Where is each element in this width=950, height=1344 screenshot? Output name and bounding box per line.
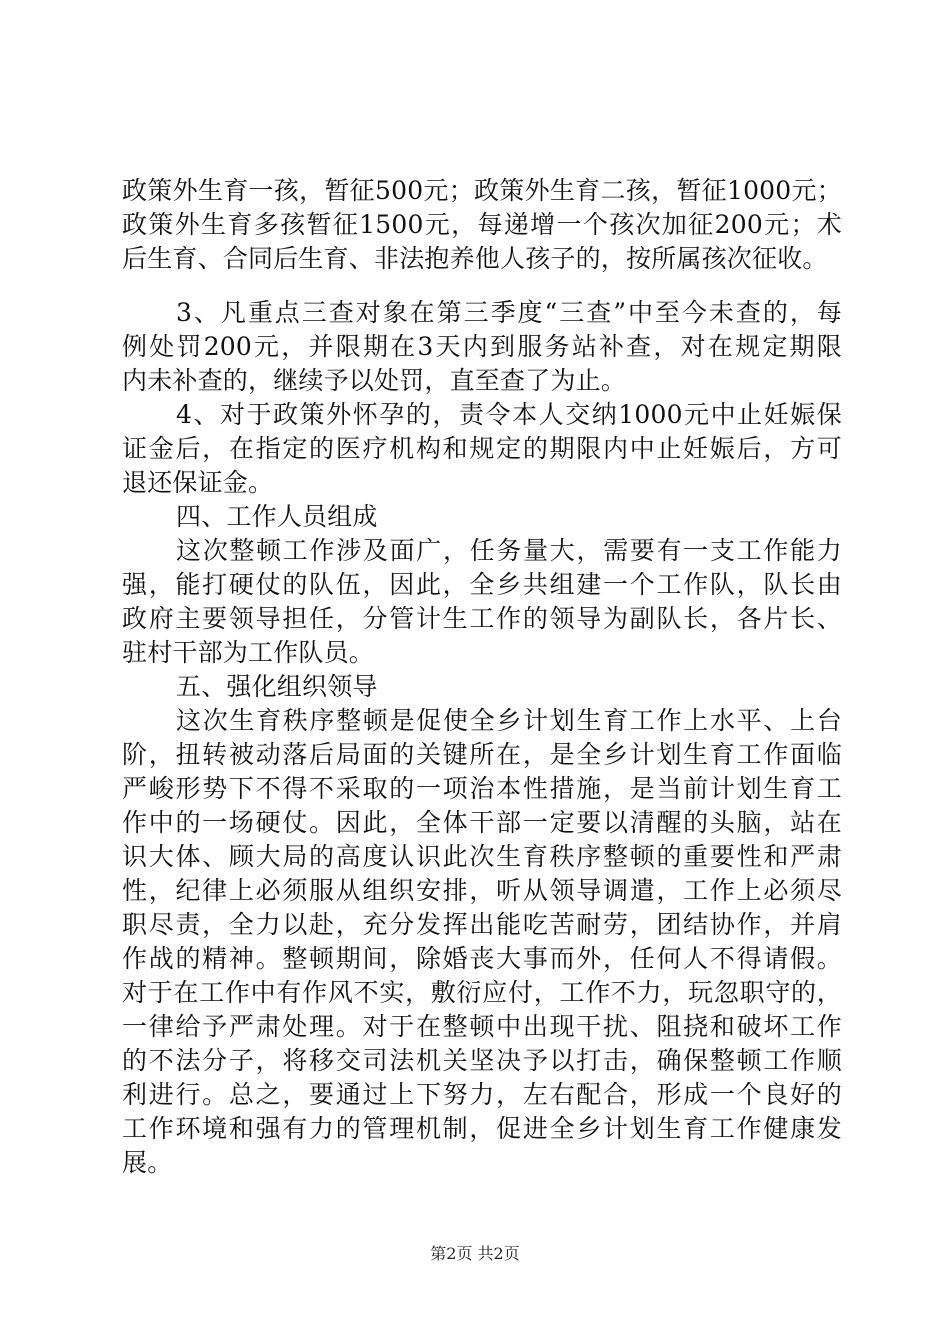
text-line: 内未补查的，继续予以处罚，直至查了为止。 xyxy=(122,366,627,395)
page-footer: 第2页 共2页 xyxy=(430,1244,520,1263)
text-line: 证金后，在指定的医疗机构和规定的期限内中止妊娠后，方可 xyxy=(122,434,842,463)
text-line: 后生育、合同后生育、非法抱养他人孩子的，按所属孩次征收。 xyxy=(122,244,828,273)
text-line: 作中的一场硬仗。因此，全体干部一定要以清醒的头脑，站在 xyxy=(122,808,842,837)
text-line: 性，纪律上必须服从组织安排，听从领导调遣，工作上必须尽 xyxy=(122,876,842,905)
text-line: 工作环境和强有力的管理机制，促进全乡计划生育工作健康发 xyxy=(122,1114,842,1143)
section-heading: 五、强化组织领导 xyxy=(176,672,378,701)
text-line: 例处罚200元，并限期在3天内到服务站补查，对在规定期限 xyxy=(122,332,842,361)
text-line: 3、凡重点三查对象在第三季度“三查”中至今未查的，每 xyxy=(176,298,842,327)
paragraph-item-4 xyxy=(122,398,842,500)
text-line: 强，能打硬仗的队伍，因此，全乡共组建一个工作队，队长由 xyxy=(122,570,842,599)
text-line: 政策外生育多孩暂征1500元，每递增一个孩次加征200元；术 xyxy=(122,210,842,239)
text-line: 利进行。总之，要通过上下努力，左右配合，形成一个良好的 xyxy=(122,1080,842,1109)
text-line: 展。 xyxy=(122,1148,173,1177)
text-line: 作战的精神。整顿期间，除婚丧大事而外，任何人不得请假。 xyxy=(122,944,842,973)
text-line: 严峻形势下不得不采取的一项治本性措施，是当前计划生育工 xyxy=(122,774,842,803)
text-line: 政策外生育一孩，暂征500元；政策外生育二孩，暂征1000元； xyxy=(122,176,842,205)
paragraph-gap xyxy=(122,276,842,296)
section-heading: 四、工作人员组成 xyxy=(176,502,378,531)
text-line: 的不法分子，将移交司法机关坚决予以打击，确保整顿工作顺 xyxy=(122,1046,842,1075)
text-line: 驻村干部为工作队员。 xyxy=(122,638,375,667)
section-5 xyxy=(122,670,842,1180)
text-line: 这次整顿工作涉及面广，任务量大，需要有一支工作能力 xyxy=(176,536,842,565)
text-line: 一律给予严肃处理。对于在整顿中出现干扰、阻挠和破坏工作 xyxy=(122,1012,842,1041)
text-line: 识大体、顾大局的高度认识此次生育秩序整顿的重要性和严肃 xyxy=(122,842,842,871)
paragraph-item-3 xyxy=(122,296,842,398)
text-line: 政府主要领导担任，分管计生工作的领导为副队长，各片长、 xyxy=(122,604,842,633)
text-line: 4、对于政策外怀孕的，责令本人交纳1000元中止妊娠保 xyxy=(176,400,842,429)
text-line: 退还保证金。 xyxy=(122,468,274,497)
paragraph-fee-schedule xyxy=(122,174,842,276)
document-body xyxy=(122,174,842,1180)
text-line: 阶，扭转被动落后局面的关键所在，是全乡计划生育工作面临 xyxy=(122,740,842,769)
text-line: 对于在工作中有作风不实，敷衍应付，工作不力，玩忽职守的， xyxy=(122,978,842,1007)
text-line: 这次生育秩序整顿是促使全乡计划生育工作上水平、上台 xyxy=(176,706,842,735)
text-line: 职尽责，全力以赴，充分发挥出能吃苦耐劳，团结协作，并肩 xyxy=(122,910,842,939)
section-4 xyxy=(122,500,842,670)
